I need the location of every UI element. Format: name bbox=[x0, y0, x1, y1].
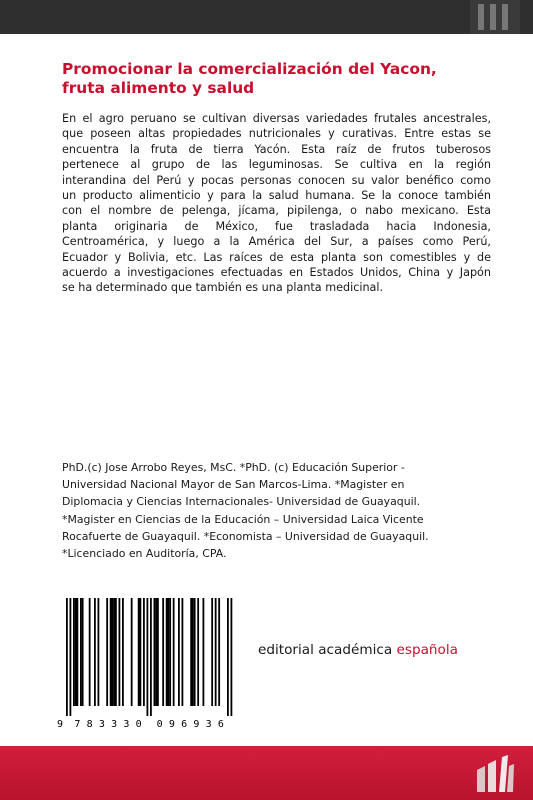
description-line: Ecuador y Bolivia, etc. Las raíces de esta planta son comestibles y de bbox=[62, 250, 491, 264]
barcode-bar bbox=[192, 598, 194, 706]
barcode-bar bbox=[138, 598, 140, 706]
barcode-bar bbox=[82, 598, 84, 706]
author-line: *Licenciado en Auditoría, CPA. bbox=[62, 547, 227, 561]
publisher-name-main: editorial académica bbox=[258, 642, 393, 658]
barcode-bar bbox=[89, 598, 91, 706]
barcode-bar bbox=[155, 598, 157, 706]
barcode-bar bbox=[203, 598, 205, 706]
title-line-1: Promocionar la comercialización del Yacon, bbox=[62, 60, 437, 78]
barcode-bar bbox=[94, 598, 96, 706]
description-line: planta originaria de México, fue trasladada hacia Indonesia, bbox=[62, 219, 491, 233]
barcode-bar bbox=[115, 598, 117, 706]
author-bio bbox=[62, 459, 491, 562]
barcode-bar bbox=[227, 598, 229, 716]
barcode-bar bbox=[231, 598, 233, 716]
barcode-bar bbox=[66, 598, 68, 716]
barcode-digit: 7 bbox=[74, 719, 81, 730]
barcode-bar bbox=[178, 598, 180, 706]
barcode-bar bbox=[110, 598, 112, 706]
barcode-bar bbox=[98, 598, 100, 706]
barcode-bar bbox=[173, 598, 175, 706]
barcode-bar bbox=[218, 598, 220, 706]
barcode-digit: 6 bbox=[217, 719, 224, 730]
barcode-bar bbox=[143, 598, 145, 706]
barcode-bar bbox=[70, 598, 72, 716]
barcode-digit: 6 bbox=[181, 719, 188, 730]
description-line: encuentra la fruta de tierra Yacón. Esta raíz de frutos tuberosos bbox=[62, 142, 491, 156]
barcode-bar bbox=[190, 598, 192, 706]
barcode-digit: 8 bbox=[86, 719, 93, 730]
bottom-red-bar bbox=[0, 746, 533, 800]
barcode-bar bbox=[119, 598, 121, 706]
barcode-bar bbox=[80, 598, 82, 706]
description-line: En el agro peruano se cultivan diversas variedades frutales ancestrales, bbox=[62, 112, 491, 125]
barcode-bar bbox=[131, 598, 133, 706]
title-line-2: fruta alimento y salud bbox=[62, 79, 255, 97]
description-line: se ha determinado que también es una planta medicinal. bbox=[62, 281, 384, 295]
barcode-digit: 3 bbox=[111, 719, 118, 730]
barcode-digit: 9 bbox=[56, 719, 64, 730]
barcode-digit: 3 bbox=[123, 719, 130, 730]
barcode-digit: 0 bbox=[156, 719, 163, 730]
author-line: Universidad Nacional Mayor de San Marcos-Lima. *Magister en bbox=[62, 478, 405, 492]
publisher-name bbox=[258, 642, 458, 658]
description-line: interandina del Perú y pocas personas conocen su valor benéfico como bbox=[62, 173, 491, 187]
barcode-bar bbox=[197, 598, 199, 706]
barcode-bar bbox=[211, 598, 213, 706]
barcode-bar bbox=[122, 598, 124, 706]
barcode-bar bbox=[169, 598, 171, 706]
publisher-name-accent: española bbox=[396, 642, 458, 658]
barcode-bars bbox=[56, 598, 244, 716]
author-line: Diplomacia y Ciencias Internacionales- Universidad de Guayaquil. bbox=[62, 495, 421, 509]
barcode-digit: 9 bbox=[193, 719, 200, 730]
barcode-bar bbox=[194, 598, 196, 706]
barcode-bar bbox=[162, 598, 164, 706]
barcode-bar bbox=[168, 598, 170, 706]
barcode-digit: 0 bbox=[135, 719, 142, 730]
barcode-bar bbox=[150, 598, 152, 716]
barcode-digit: 9 bbox=[168, 719, 175, 730]
barcode-bar bbox=[75, 598, 77, 706]
author-line: Rocafuerte de Guayaquil. *Economista – Universidad de Guayaquil. bbox=[62, 529, 429, 543]
author-line: PhD.(c) Jose Arrobo Reyes, MsC. *PhD. (c) Educación Superior - bbox=[62, 461, 405, 474]
barcode-bar bbox=[215, 598, 217, 706]
barcode-bar bbox=[106, 598, 108, 706]
description-line: un producto alimenticio y para la salud humana. Se la conoce también bbox=[62, 189, 491, 203]
barcode-digit: 3 bbox=[98, 719, 105, 730]
barcode-bar bbox=[73, 598, 75, 706]
publisher-logo-top bbox=[470, 0, 520, 34]
barcode-bar bbox=[157, 598, 159, 706]
top-dark-bar bbox=[0, 0, 533, 34]
barcode-bar bbox=[112, 598, 114, 706]
barcode-bar bbox=[113, 598, 115, 706]
barcode-bar bbox=[182, 598, 184, 706]
description-line: que poseen altas propiedades nutricionales y curativas. Entre estas se bbox=[62, 127, 491, 141]
description-line: acuerdo a investigaciones efectuadas en Estados Unidos, China y Japón bbox=[62, 266, 491, 280]
barcode-bar bbox=[154, 598, 156, 706]
book-description bbox=[62, 111, 491, 296]
isbn-barcode bbox=[56, 598, 244, 728]
author-line: *Magister en Ciencias de la Educación – Universidad Laica Vicente bbox=[62, 512, 424, 526]
barcode-bar bbox=[166, 598, 168, 706]
barcode-bar bbox=[140, 598, 142, 706]
book-stack-icon bbox=[474, 752, 516, 794]
barcode-digits bbox=[56, 716, 244, 730]
description-line: con el nombre de pelenga, jícama, pipilenga, o nabo mexicano. Esta bbox=[62, 204, 491, 218]
book-title bbox=[62, 60, 502, 98]
barcode-digit: 3 bbox=[205, 719, 212, 730]
description-line: Centroamérica, y luego a la América del Sur, a países como Perú, bbox=[62, 235, 491, 249]
barcode-bar bbox=[147, 598, 149, 716]
description-line: pertenece al grupo de las leguminosas. Se cultiva en la región bbox=[62, 158, 491, 172]
barcode-bar bbox=[77, 598, 79, 706]
